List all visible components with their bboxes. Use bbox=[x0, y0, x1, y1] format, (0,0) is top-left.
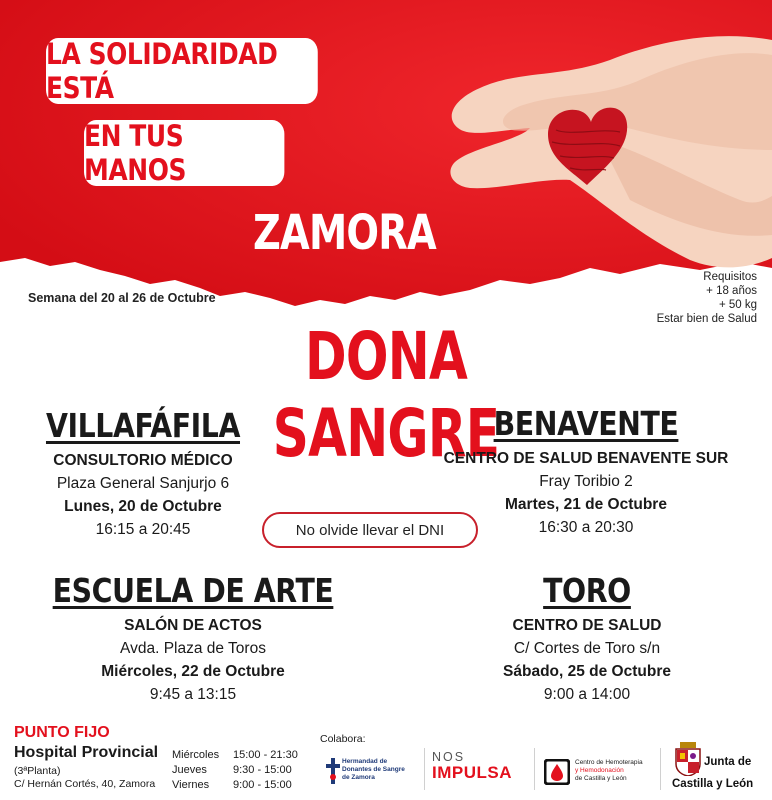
venue-address: Avda. Plaza de Toros bbox=[120, 640, 266, 657]
venue-town: ESCUELA DE ARTE bbox=[52, 571, 334, 610]
venue-time: 9:45 a 13:15 bbox=[149, 686, 237, 703]
requirement-item: + 18 años bbox=[706, 285, 757, 297]
main-title: DONA SANGRE bbox=[272, 318, 500, 472]
venue-date: Miércoles, 22 de Octubre bbox=[101, 663, 285, 680]
hermandad-line: de Zamora bbox=[342, 774, 375, 781]
venue-place: SALÓN DE ACTOS bbox=[124, 617, 262, 634]
schedule-row bbox=[172, 763, 298, 778]
venue-date: Sábado, 25 de Octubre bbox=[503, 663, 671, 680]
schedule-row bbox=[172, 778, 298, 793]
city-title: ZAMORA bbox=[253, 205, 436, 261]
schedule-hours: 9:00 - 15:00 bbox=[233, 779, 292, 791]
collaborators-label: Colabora: bbox=[320, 733, 366, 745]
divider bbox=[534, 748, 535, 790]
schedule-day: Viernes bbox=[172, 779, 210, 791]
headline-pill-2: EN TUS MANOS bbox=[84, 120, 284, 186]
venue-time: 16:30 a 20:30 bbox=[538, 519, 634, 536]
schedule-day: Miércoles bbox=[172, 749, 220, 761]
drop-square-icon bbox=[544, 759, 570, 785]
hermandad-line: Hermandad de bbox=[342, 758, 388, 765]
divider bbox=[660, 748, 661, 790]
nos-text: NOS bbox=[432, 750, 466, 764]
requirements bbox=[657, 270, 757, 326]
hospital-floor: (3ªPlanta) bbox=[14, 765, 61, 777]
venue-town: VILLAFÁFILA bbox=[45, 406, 241, 445]
headline-pill-1: LA SOLIDARIDAD ESTÁ bbox=[46, 38, 318, 104]
divider bbox=[424, 748, 425, 790]
hospital-name: Hospital Provincial bbox=[14, 744, 159, 761]
centro-hemoterapia-logo bbox=[544, 758, 654, 788]
venue-place: CONSULTORIO MÉDICO bbox=[53, 452, 233, 469]
venue-toro bbox=[452, 571, 722, 706]
junta-line: Junta de bbox=[704, 756, 752, 768]
centro-line: y Hemodonación bbox=[575, 767, 624, 774]
junta-logo bbox=[670, 742, 762, 792]
venue-address: Plaza General Sanjurjo 6 bbox=[56, 475, 230, 492]
hermandad-logo bbox=[326, 756, 418, 788]
cross-icon bbox=[326, 758, 340, 784]
venue-address: Fray Toribio 2 bbox=[539, 473, 633, 490]
venue-time: 16:15 a 20:45 bbox=[95, 521, 191, 538]
venue-place: CENTRO DE SALUD BENAVENTE SUR bbox=[443, 450, 729, 467]
venue-escuela-de-arte bbox=[28, 571, 358, 706]
hermandad-line: Donantes de Sangre bbox=[342, 766, 405, 773]
impulsa-text: IMPULSA bbox=[432, 763, 512, 782]
schedule-hours: 15:00 - 21:30 bbox=[233, 749, 298, 761]
requirements-title: Requisitos bbox=[703, 271, 757, 283]
requirement-item: + 50 kg bbox=[718, 299, 757, 311]
venue-town: TORO bbox=[543, 571, 631, 610]
nos-impulsa-logo bbox=[432, 750, 512, 783]
fixed-point-title: PUNTO FIJO bbox=[14, 724, 110, 741]
venue-date: Martes, 21 de Octubre bbox=[505, 496, 667, 513]
requirement-item: Estar bien de Salud bbox=[656, 313, 757, 325]
coat-of-arms-icon bbox=[674, 742, 702, 776]
fixed-point-schedule bbox=[172, 748, 298, 793]
week-text: Semana del 20 al 26 de Octubre bbox=[28, 291, 216, 305]
venue-address: C/ Cortes de Toro s/n bbox=[513, 640, 661, 657]
schedule-hours: 9:30 - 15:00 bbox=[233, 764, 292, 776]
schedule-row bbox=[172, 748, 298, 763]
venue-time: 9:00 a 14:00 bbox=[543, 686, 631, 703]
junta-line: Castilla y León bbox=[672, 778, 754, 790]
dni-reminder-badge: No olvide llevar el DNI bbox=[262, 512, 478, 548]
centro-line: Centro de Hemoterapia bbox=[575, 759, 643, 766]
venue-villafafila bbox=[18, 406, 268, 541]
centro-line: de Castilla y León bbox=[575, 775, 627, 782]
venue-place: CENTRO DE SALUD bbox=[512, 617, 662, 634]
schedule-day: Jueves bbox=[172, 764, 207, 776]
venue-date: Lunes, 20 de Octubre bbox=[64, 498, 222, 515]
venue-town: BENAVENTE bbox=[493, 404, 679, 443]
hospital-street: C/ Hernán Cortés, 40, Zamora bbox=[14, 778, 156, 790]
